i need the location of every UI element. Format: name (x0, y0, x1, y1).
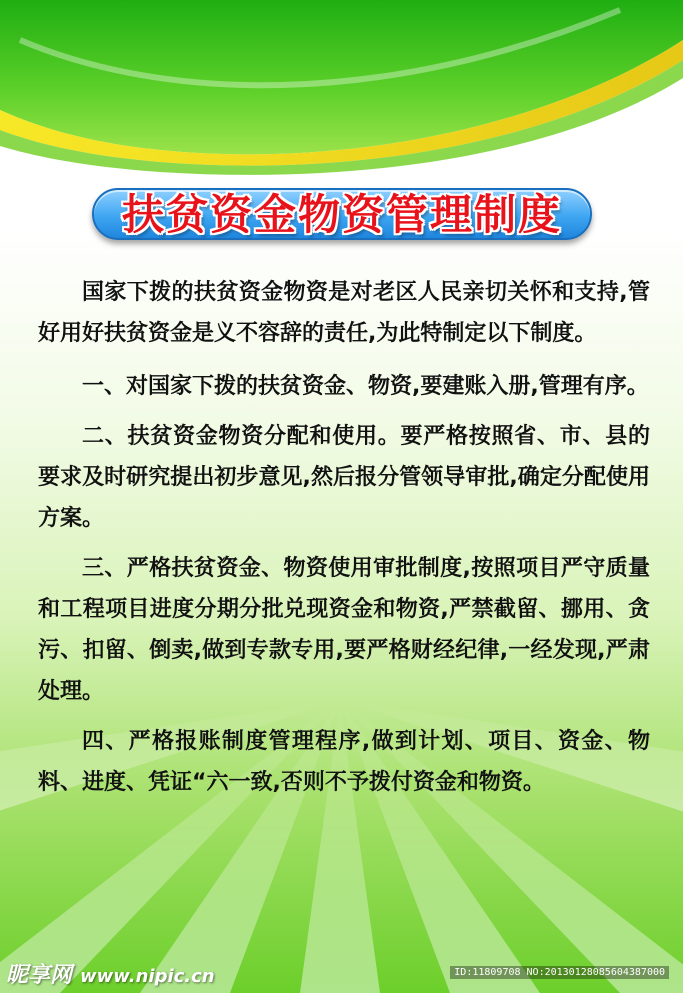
poster-title: 扶贫资金物资管理制度 (121, 190, 562, 239)
watermark (6, 958, 215, 990)
watermark-logo: 昵享网 (6, 963, 73, 988)
top-wave-banner (0, 0, 683, 180)
intro-paragraph: 国家下拨的扶贫资金物资是对老区人民亲切关怀和支持,管好用好扶贫资金是义不容辞的责任,为此特制定以下制度。 (38, 280, 650, 346)
watermark-url: www.nipic.cn (80, 966, 215, 987)
regulation-body (38, 272, 650, 803)
watermark-id: ID:11809708 NO:20130128085604387000 (450, 966, 669, 979)
rule-1-paragraph: 一、对国家下拨的扶贫资金、物资,要建账入册,管理有序。 (82, 374, 649, 399)
rule-3-paragraph: 三、严格扶贫资金、物资使用审批制度,按照项目严守质量和工程项目进度分期分批兑现资金和物资,严禁截留、挪用、贪污、扣留、倒卖,做到专款专用,要严格财经纪律,一经发现,严肃处理。 (38, 556, 650, 704)
rule-4-paragraph: 四、严格报账制度管理程序,做到计划、项目、资金、物料、进度、凭证“六一致,否则不予拨付资金和物资。 (38, 729, 650, 795)
rule-2-paragraph: 二、扶贫资金物资分配和使用。要严格按照省、市、县的要求及时研究提出初步意见,然后报分管领导审批,确定分配使用方案。 (38, 424, 650, 531)
